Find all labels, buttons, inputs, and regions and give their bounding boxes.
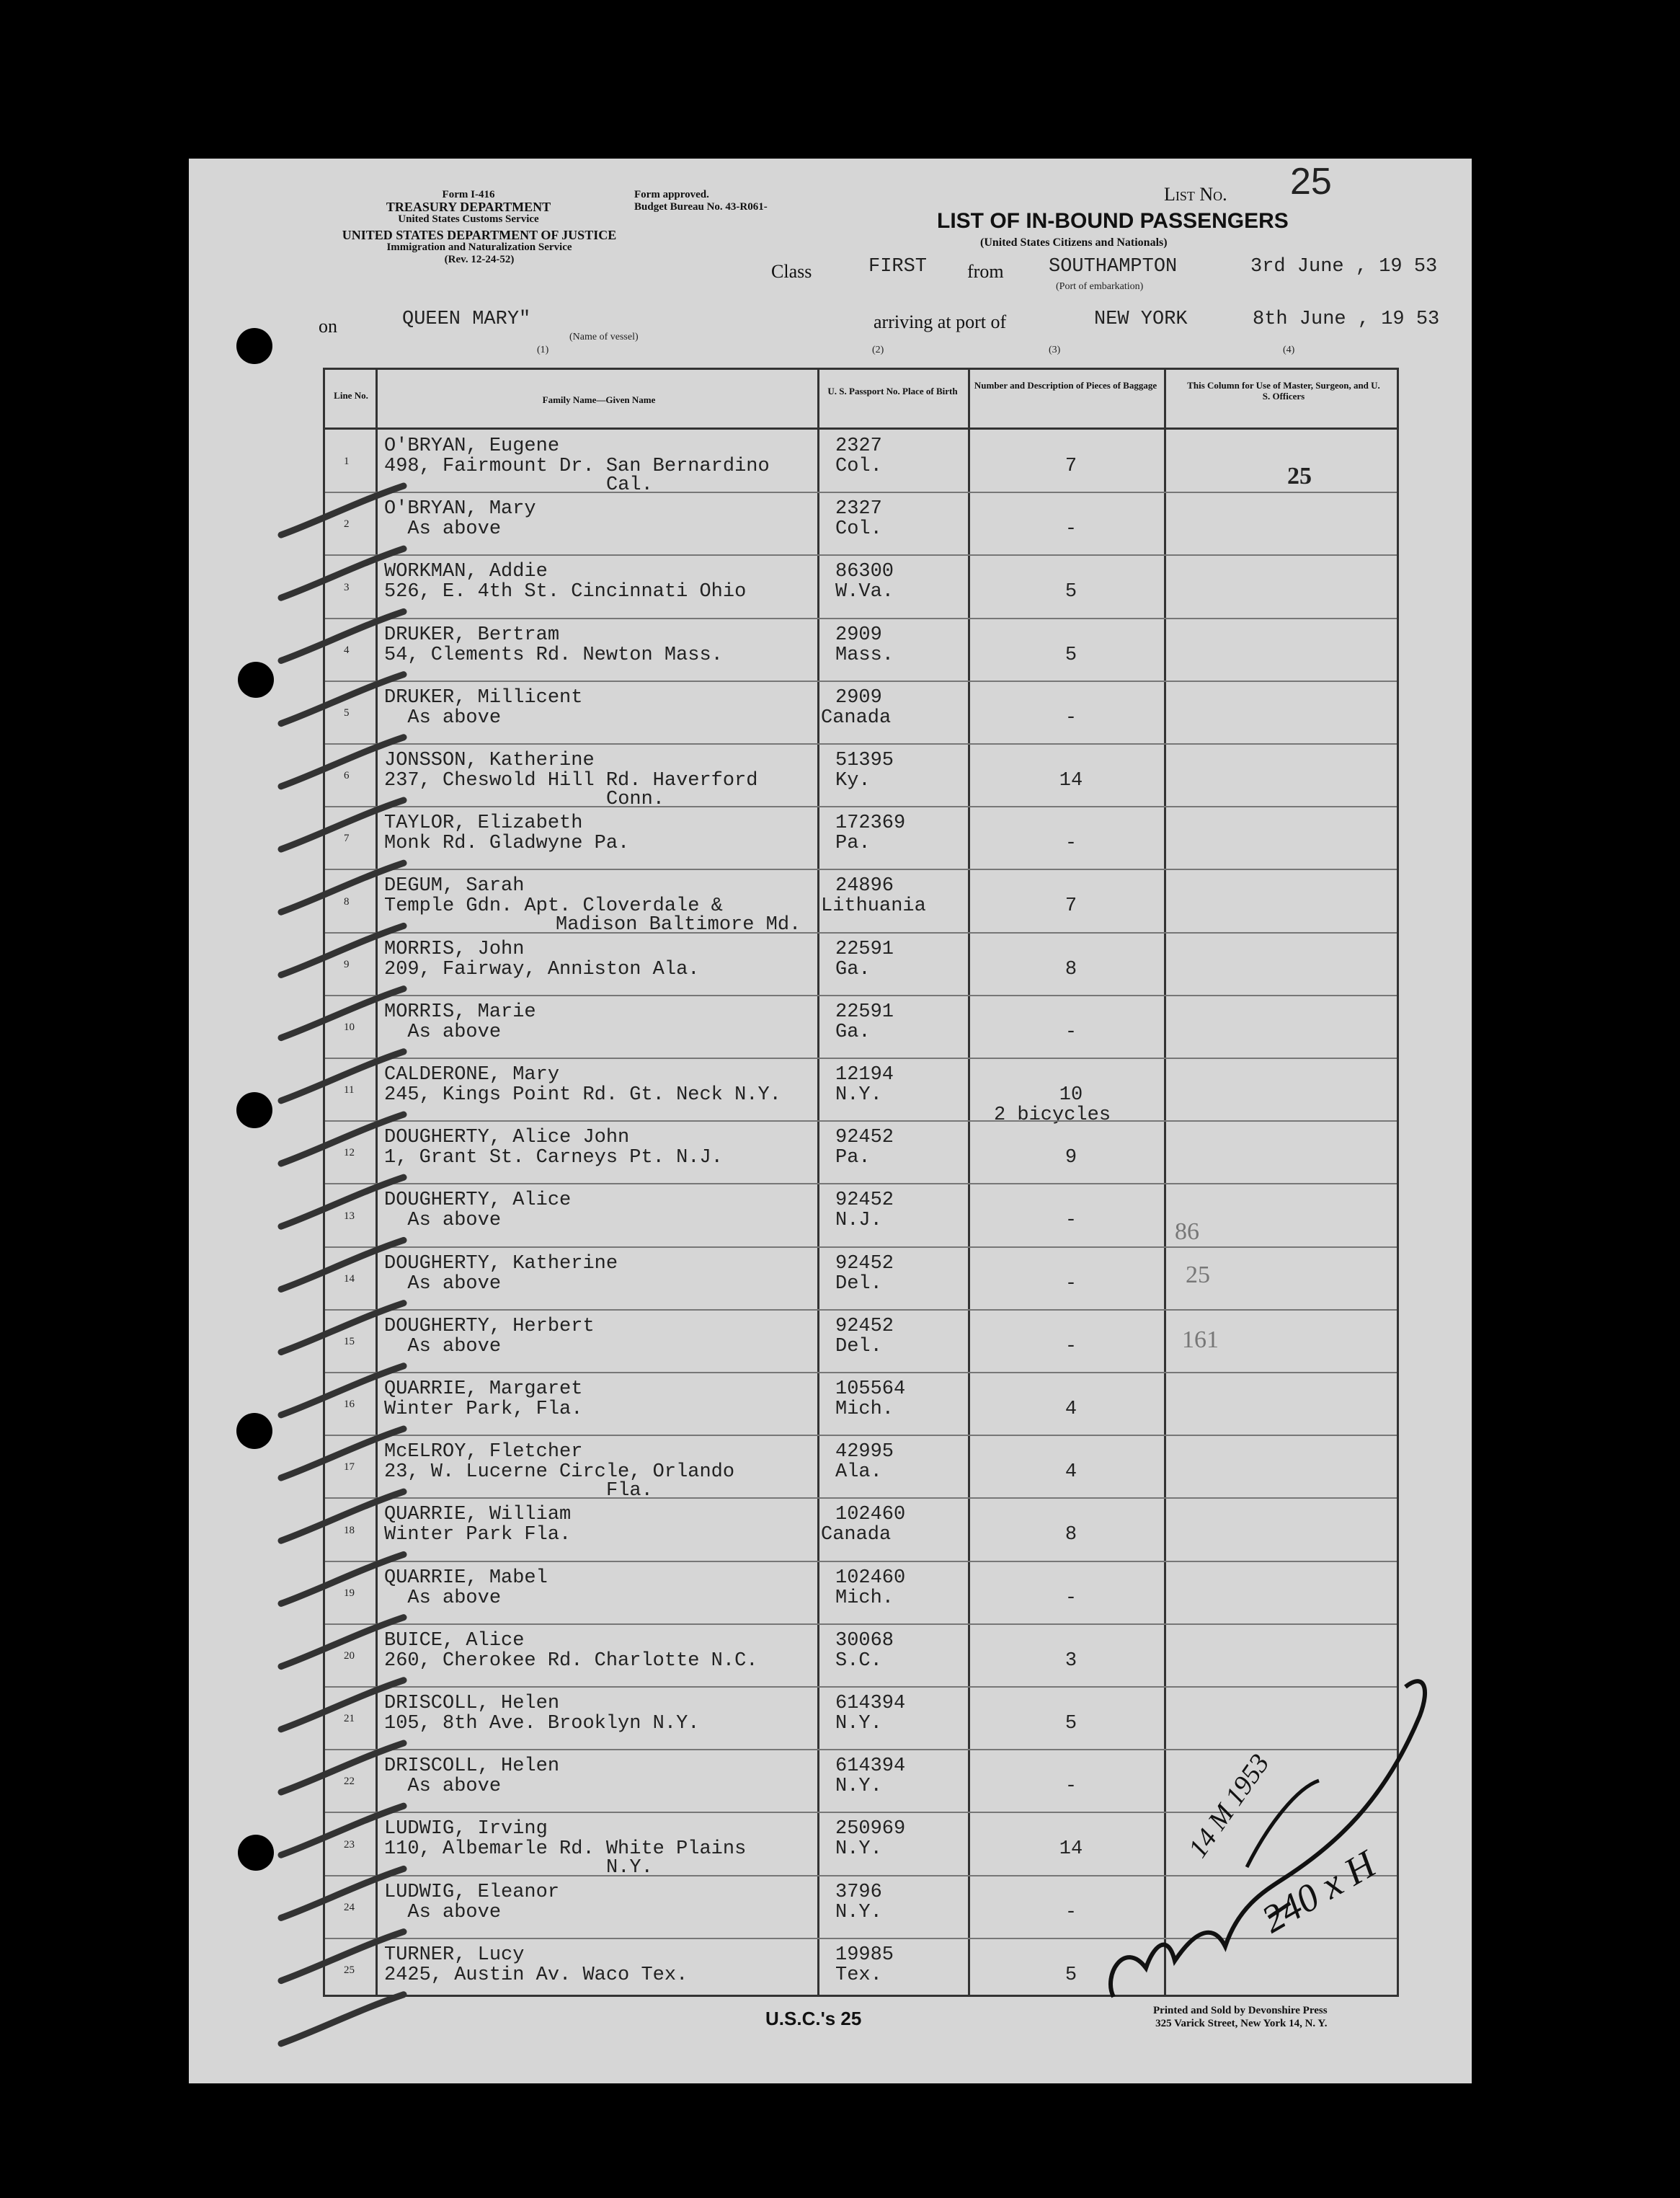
line-number: 23 (344, 1838, 355, 1851)
handwritten-date: 14 M 1953 (1182, 1748, 1276, 1864)
table-row (325, 1183, 1397, 1246)
passenger-name: LUDWIG, Eleanor (384, 1881, 560, 1903)
table-row (325, 1497, 1397, 1560)
baggage-count: - (1065, 706, 1077, 729)
list-no-label: List No. (1164, 184, 1227, 205)
punch-hole (238, 1835, 274, 1871)
port-of-embarkation: SOUTHAMPTON (1049, 256, 1178, 278)
line-number: 22 (344, 1776, 355, 1788)
row-divider (325, 1497, 1397, 1499)
baggage-count: 4 (1065, 1399, 1077, 1420)
passport-number: 2327 (835, 435, 882, 457)
passenger-address: 110, Albemarle Rd. White Plains (384, 1838, 747, 1861)
baggage-count: 8 (1065, 1524, 1077, 1546)
vessel-column-number: (1) (537, 345, 549, 355)
table-row (325, 1309, 1397, 1372)
passenger-address: 105, 8th Ave. Brooklyn N.Y. (384, 1713, 700, 1734)
line-number: 16 (344, 1399, 355, 1411)
class-label: Class (771, 261, 812, 282)
table-row (325, 429, 1397, 496)
place-of-birth: Mass. (835, 644, 894, 666)
baggage-count: 7 (1065, 895, 1077, 918)
passport-number: 19985 (835, 1944, 894, 1966)
row-divider (325, 806, 1397, 807)
form-number-block (375, 189, 562, 226)
column-number-3: (3) (1049, 345, 1061, 355)
row-divider (325, 1058, 1397, 1059)
passport-number: 92452 (835, 1127, 894, 1149)
passport-number: 22591 (835, 1001, 894, 1023)
passport-number: 2909 (835, 686, 882, 709)
form-number: Form I-416 (442, 189, 495, 200)
line-number: 4 (344, 644, 350, 656)
line-number: 19 (344, 1587, 355, 1599)
passport-number: 92452 (835, 1252, 894, 1275)
passenger-address: Winter Park Fla. (384, 1524, 572, 1546)
passenger-name: JONSSON, Katherine (384, 750, 595, 771)
line-number: 10 (344, 1021, 355, 1033)
passenger-name: DOUGHERTY, Herbert (384, 1315, 595, 1337)
column-number-2: (2) (872, 345, 884, 355)
place-of-birth: Col. (835, 518, 882, 541)
line-number: 21 (344, 1713, 355, 1725)
vessel-name: QUEEN MARY" (402, 309, 531, 330)
baggage-count: - (1065, 1335, 1077, 1357)
table-row (325, 681, 1397, 743)
baggage-count: - (1065, 1272, 1077, 1295)
passenger-address: As above (384, 1335, 502, 1357)
row-divider (325, 1938, 1397, 1939)
passenger-address: As above (384, 1587, 502, 1609)
passenger-address: As above (384, 706, 502, 729)
line-number: 1 (344, 456, 350, 468)
customs-service: United States Customs Service (398, 213, 539, 225)
place-of-birth: Lithuania (821, 895, 926, 918)
revision: (Rev. 12-24-52) (444, 254, 515, 265)
baggage-count: 3 (1065, 1649, 1077, 1672)
table-row (325, 1372, 1397, 1435)
passenger-name: DEGUM, Sarah (384, 875, 525, 898)
line-number: 3 (344, 581, 350, 593)
on-label: on (319, 316, 337, 337)
place-of-birth: N.Y. (835, 1901, 882, 1923)
line-number: 12 (344, 1147, 355, 1159)
place-of-birth: N.Y. (835, 1713, 882, 1734)
place-of-birth: N.Y. (835, 1838, 882, 1861)
embarkation-caption: (Port of embarkation) (1056, 281, 1144, 292)
line-number: 11 (344, 1084, 355, 1096)
passport-number: 92452 (835, 1189, 894, 1212)
passenger-name: WORKMAN, Addie (384, 561, 548, 583)
line-number: 15 (344, 1335, 355, 1347)
table-row (325, 554, 1397, 617)
printer-line: 325 Varick Street, New York 14, N. Y. (1155, 2018, 1328, 2029)
row-divider (325, 618, 1397, 619)
row-divider (325, 869, 1397, 870)
baggage-description: 2 bicycles (994, 1104, 1111, 1126)
line-no-header: Line No. (334, 390, 368, 401)
passenger-address-cont: Cal. (606, 474, 653, 496)
passenger-address-cont: Fla. (606, 1480, 653, 1502)
passport-number: 250969 (835, 1818, 906, 1840)
doj-block (317, 229, 641, 266)
passport-number: 614394 (835, 1693, 906, 1714)
treasury-dept: TREASURY DEPARTMENT (386, 200, 551, 214)
from-label: from (967, 261, 1004, 282)
passenger-address: As above (384, 1021, 502, 1043)
passport-number: 614394 (835, 1755, 906, 1778)
row-divider (325, 995, 1397, 996)
vessel-caption: (Name of vessel) (569, 332, 639, 342)
row-divider (325, 1246, 1397, 1248)
baggage-count: 9 (1065, 1147, 1077, 1169)
row-divider (325, 681, 1397, 682)
passenger-address: 237, Cheswold Hill Rd. Haverford (384, 770, 758, 792)
place-of-birth: N.Y. (835, 1084, 882, 1106)
line-number: 5 (344, 706, 350, 719)
column-number-4: (4) (1283, 345, 1295, 355)
passenger-name: MORRIS, Marie (384, 1001, 536, 1023)
passport-number: 2327 (835, 498, 882, 520)
table-row (325, 1938, 1397, 2000)
pencil-note: 161 (1182, 1326, 1219, 1353)
printer-line: Printed and Sold by Devonshire Press (1153, 2005, 1328, 2016)
table-row (325, 1058, 1397, 1126)
passenger-name: DOUGHERTY, Katherine (384, 1252, 618, 1275)
place-of-birth: Mich. (835, 1399, 894, 1420)
passenger-name: TURNER, Lucy (384, 1944, 525, 1966)
row-divider (325, 743, 1397, 745)
line-number: 8 (344, 895, 350, 908)
line-number: 14 (344, 1272, 355, 1285)
passenger-name: BUICE, Alice (384, 1629, 525, 1652)
passenger-address: As above (384, 1210, 502, 1232)
passenger-address: 209, Fairway, Anniston Ala. (384, 958, 700, 980)
passenger-table (323, 368, 1399, 1997)
passenger-address: 54, Clements Rd. Newton Mass. (384, 644, 723, 666)
form-approved: Form approved. (634, 189, 709, 200)
row-divider (325, 1561, 1397, 1562)
baggage-count: 10 (1059, 1084, 1083, 1106)
passenger-name: QUARRIE, William (384, 1504, 572, 1526)
row-divider (325, 1875, 1397, 1876)
place-of-birth: Canada (821, 1524, 892, 1546)
pencil-note: 25 (1186, 1262, 1210, 1288)
class-value: FIRST (868, 256, 928, 278)
table-row (325, 932, 1397, 995)
place-of-birth: Canada (821, 706, 892, 729)
officer-note: 25 (1287, 463, 1312, 489)
passport-number: 22591 (835, 938, 894, 960)
approval-block (634, 189, 836, 213)
baggage-count: - (1065, 518, 1077, 541)
table-row (325, 492, 1397, 554)
line-number: 13 (344, 1210, 355, 1222)
passport-number: 12194 (835, 1064, 894, 1086)
row-divider (325, 492, 1397, 493)
row-divider (325, 1372, 1397, 1373)
passenger-address-cont: N.Y. (606, 1857, 653, 1879)
table-row (325, 1561, 1397, 1623)
passport-number: 92452 (835, 1315, 894, 1337)
place-of-birth: W.Va. (835, 581, 894, 603)
baggage-count: - (1065, 1901, 1077, 1923)
row-divider (325, 1623, 1397, 1625)
place-of-birth: Ga. (835, 958, 871, 980)
place-of-birth: Pa. (835, 833, 871, 855)
printer-imprint (1153, 2004, 1328, 2030)
passenger-name: DRUKER, Bertram (384, 624, 560, 646)
passenger-address: 498, Fairmount Dr. San Bernardino (384, 456, 770, 477)
passenger-address: Winter Park, Fla. (384, 1399, 583, 1420)
place-of-birth: Del. (835, 1335, 882, 1357)
passenger-name: DOUGHERTY, Alice (384, 1189, 572, 1212)
place-of-birth: Mich. (835, 1587, 894, 1609)
place-of-birth: Pa. (835, 1147, 871, 1169)
baggage-count: 5 (1065, 581, 1077, 603)
line-number: 20 (344, 1649, 355, 1662)
table-row (325, 1686, 1397, 1749)
table-row (325, 869, 1397, 936)
passenger-name: DOUGHERTY, Alice John (384, 1127, 630, 1149)
table-row (325, 618, 1397, 681)
line-number: 17 (344, 1461, 355, 1474)
baggage-count: - (1065, 1776, 1077, 1798)
passport-number: 102460 (835, 1504, 906, 1526)
passenger-name: MORRIS, John (384, 938, 525, 960)
line-number: 25 (344, 1964, 355, 1976)
passenger-name: O'BRYAN, Mary (384, 498, 536, 520)
place-of-birth: S.C. (835, 1649, 882, 1672)
place-of-birth: Tex. (835, 1964, 882, 1986)
passenger-address: 23, W. Lucerne Circle, Orlando (384, 1461, 735, 1484)
passenger-address: As above (384, 1776, 502, 1798)
place-of-birth: Del. (835, 1272, 882, 1295)
row-divider (325, 1120, 1397, 1122)
passenger-address: As above (384, 518, 502, 541)
table-row (325, 1435, 1397, 1502)
passport-header: U. S. Passport No. Place of Birth (827, 386, 958, 396)
row-divider (325, 1749, 1397, 1750)
table-row (325, 1246, 1397, 1309)
passenger-address: 526, E. 4th St. Cincinnati Ohio (384, 581, 747, 603)
arriving-label: arriving at port of (874, 311, 1007, 332)
baggage-count: 7 (1065, 456, 1077, 477)
passport-number: 172369 (835, 812, 906, 835)
passenger-name: DRUKER, Millicent (384, 686, 583, 709)
passport-number: 42995 (835, 1441, 894, 1463)
place-of-birth: Col. (835, 456, 882, 477)
list-no-value: 25 (1290, 161, 1332, 203)
passenger-name: DRISCOLL, Helen (384, 1755, 560, 1778)
passenger-name: QUARRIE, Mabel (384, 1566, 548, 1589)
passenger-address-cont: Madison Baltimore Md. (556, 914, 801, 936)
passenger-name: CALDERONE, Mary (384, 1064, 560, 1086)
baggage-count: 5 (1065, 644, 1077, 666)
arrival-port: NEW YORK (1094, 309, 1188, 330)
passport-number: 102460 (835, 1566, 906, 1589)
passport-number: 30068 (835, 1629, 894, 1652)
passenger-address: Temple Gdn. Apt. Cloverdale & (384, 895, 723, 918)
table-row (325, 995, 1397, 1058)
line-number: 9 (344, 958, 350, 970)
baggage-count: - (1065, 1210, 1077, 1232)
passenger-name: McELROY, Fletcher (384, 1441, 583, 1463)
table-row (325, 1623, 1397, 1686)
table-row (325, 743, 1397, 810)
passport-number: 24896 (835, 875, 894, 898)
baggage-count: - (1065, 1587, 1077, 1609)
punch-hole (236, 1413, 272, 1449)
punch-hole (236, 1092, 272, 1128)
passenger-address: Monk Rd. Gladwyne Pa. (384, 833, 630, 855)
place-of-birth: N.J. (835, 1210, 882, 1232)
row-divider (325, 932, 1397, 934)
line-number: 24 (344, 1901, 355, 1913)
arrival-date: 8th June , 19 53 (1253, 309, 1440, 330)
passport-number: 86300 (835, 561, 894, 583)
line-number: 18 (344, 1524, 355, 1536)
handwritten-code: 240 x H (1254, 1842, 1383, 1941)
baggage-count: - (1065, 1021, 1077, 1043)
baggage-count: 4 (1065, 1461, 1077, 1484)
row-divider (325, 1686, 1397, 1688)
baggage-count: 8 (1065, 958, 1077, 980)
passenger-name: LUDWIG, Irving (384, 1818, 548, 1840)
passenger-name: TAYLOR, Elizabeth (384, 812, 583, 835)
budget-bureau: Budget Bureau No. 43-R061- (634, 201, 768, 213)
passenger-address: 1, Grant St. Carneys Pt. N.J. (384, 1147, 723, 1169)
passport-number: 51395 (835, 750, 894, 771)
passenger-address: 2425, Austin Av. Waco Tex. (384, 1964, 688, 1986)
pencil-note: 86 (1175, 1218, 1199, 1245)
doj-title: UNITED STATES DEPARTMENT OF JUSTICE (342, 228, 617, 242)
table-row (325, 1120, 1397, 1183)
embarkation-date: 3rd June , 19 53 (1250, 256, 1438, 278)
table-row (325, 1875, 1397, 1938)
table-row (325, 806, 1397, 869)
passenger-name: QUARRIE, Margaret (384, 1378, 583, 1400)
place-of-birth: N.Y. (835, 1776, 882, 1798)
uscs-count: U.S.C.'s 25 (765, 2008, 862, 2029)
row-divider (325, 554, 1397, 556)
place-of-birth: Ala. (835, 1461, 882, 1484)
document-subtitle: (United States Citizens and Nationals) (980, 236, 1168, 249)
passport-number: 2909 (835, 624, 882, 646)
baggage-count: 14 (1059, 1838, 1083, 1861)
place-of-birth: Ky. (835, 770, 871, 792)
passenger-address: As above (384, 1272, 502, 1295)
name-header: Family Name—Given Name (542, 394, 656, 405)
passenger-name: O'BRYAN, Eugene (384, 435, 560, 457)
baggage-header: Number and Description of Pieces of Baggage (974, 380, 1157, 391)
line-number: 2 (344, 518, 350, 531)
baggage-count: 5 (1065, 1964, 1077, 1986)
baggage-count: 14 (1059, 770, 1083, 792)
passenger-name: DRISCOLL, Helen (384, 1693, 560, 1714)
passport-number: 3796 (835, 1881, 882, 1903)
passport-number: 105564 (835, 1378, 906, 1400)
passenger-address: As above (384, 1901, 502, 1923)
ins-title: Immigration and Naturalization Service (386, 241, 572, 253)
punch-hole (236, 328, 272, 364)
punch-hole (238, 662, 274, 698)
row-divider (325, 1183, 1397, 1184)
row-divider (325, 1309, 1397, 1311)
baggage-count: - (1065, 833, 1077, 855)
place-of-birth: Ga. (835, 1021, 871, 1043)
line-number: 6 (344, 770, 350, 782)
passenger-address: 260, Cherokee Rd. Charlotte N.C. (384, 1649, 758, 1672)
passenger-address: 245, Kings Point Rd. Gt. Neck N.Y. (384, 1084, 781, 1106)
passenger-address-cont: Conn. (606, 789, 665, 810)
line-number: 7 (344, 833, 350, 845)
document-title: LIST OF IN-BOUND PASSENGERS (937, 209, 1289, 233)
row-divider (325, 1435, 1397, 1436)
baggage-count: 5 (1065, 1713, 1077, 1734)
officers-header: This Column for Use of Master, Surgeon, and U. S. Officers (1187, 380, 1380, 402)
